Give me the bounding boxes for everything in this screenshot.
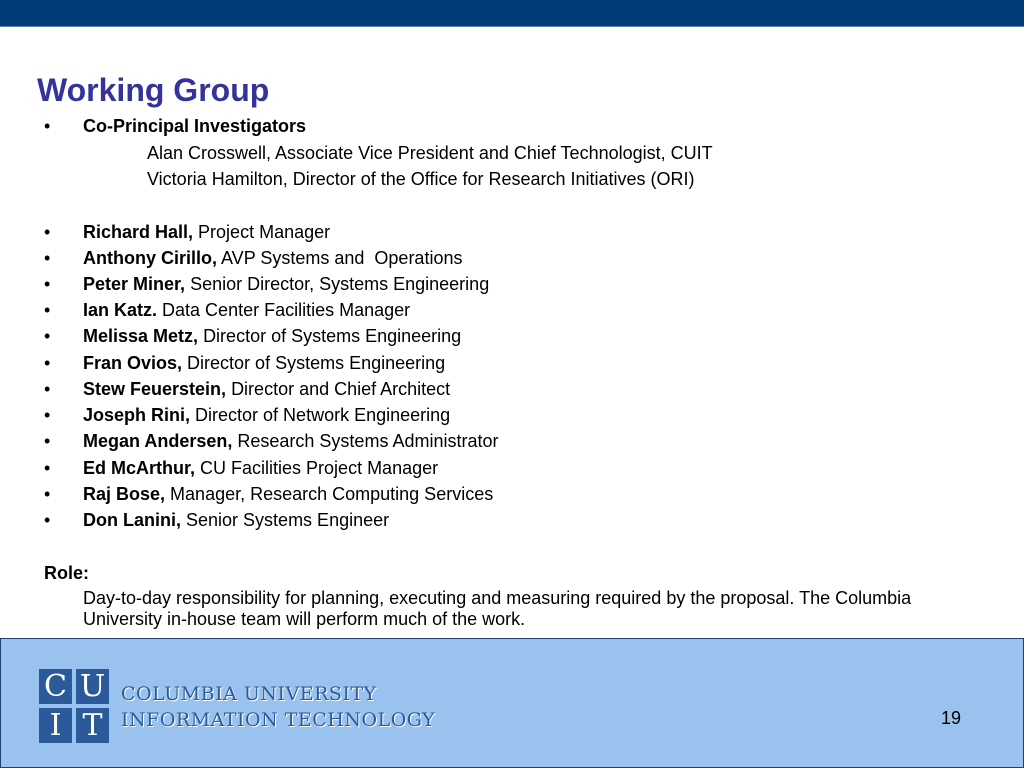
page-number: 19 [941,708,962,728]
member-name: Richard Hall, [83,222,194,242]
member-role: Data Center Facilities Manager [162,300,411,320]
member-name: Anthony Cirillo, [83,248,217,268]
bullet-icon: • [44,274,51,294]
co-pi-line: Alan Crosswell, Associate Vice President and Chief Technologist, CUIT [147,143,713,163]
member-name: Stew Feuerstein, [83,379,227,399]
logo-letter: I [39,708,72,743]
member-role: Research Systems Administrator [237,431,499,451]
cuit-logo [39,669,109,743]
member-role: Director and Chief Architect [231,379,451,399]
co-pi-line: Victoria Hamilton, Director of the Office for Research Initiatives (ORI) [147,169,695,189]
bullet-icon: • [44,326,51,346]
member-name: Ed McArthur, [83,458,196,478]
member-role: Director of Network Engineering [195,405,451,425]
member-name: Peter Miner, [83,274,186,294]
member-name: Megan Andersen, [83,431,233,451]
member-role: Director of Systems Engineering [203,326,462,346]
bullet-icon: • [44,379,51,399]
bullet-icon: • [44,300,51,320]
member-name: Fran Ovios, [83,353,183,373]
bullet-icon: • [44,484,51,504]
bullet-icon: • [44,116,51,136]
bullet-icon: • [44,222,51,242]
slide-title: Working Group [37,72,270,108]
org-name-line1: COLUMBIA UNIVERSITY [121,683,377,705]
co-pi-heading: Co-Principal Investigators [83,116,307,136]
logo-letter: T [76,708,109,743]
member-name: Joseph Rini, [83,405,191,425]
bullet-icon: • [44,510,51,530]
role-description: Day-to-day responsibility for planning, executing and measuring required by the proposal. The Columbia University in-house team will perform much of the work. [83,588,912,629]
member-role: Project Manager [198,222,331,242]
member-name: Don Lanini, [83,510,181,530]
member-name: Ian Katz. [83,300,158,320]
member-role: Senior Systems Engineer [186,510,390,530]
bullet-icon: • [44,353,51,373]
org-name-line2: INFORMATION TECHNOLOGY [121,709,436,731]
member-role: AVP Systems and Operations [221,248,463,268]
top-banner [0,0,1024,27]
logo-letter: C [39,669,72,704]
footer-bar [0,638,1024,768]
member-name: Raj Bose, [83,484,166,504]
member-role: CU Facilities Project Manager [200,458,439,478]
bullet-icon: • [44,248,51,268]
bullet-icon: • [44,458,51,478]
member-role: Manager, Research Computing Services [170,484,494,504]
member-name: Melissa Metz, [83,326,199,346]
bullet-icon: • [44,431,51,451]
member-role: Director of Systems Engineering [187,353,446,373]
member-role: Senior Director, Systems Engineering [190,274,490,294]
logo-letter: U [76,669,109,704]
role-label: Role: [44,563,89,583]
bullet-icon: • [44,405,51,425]
